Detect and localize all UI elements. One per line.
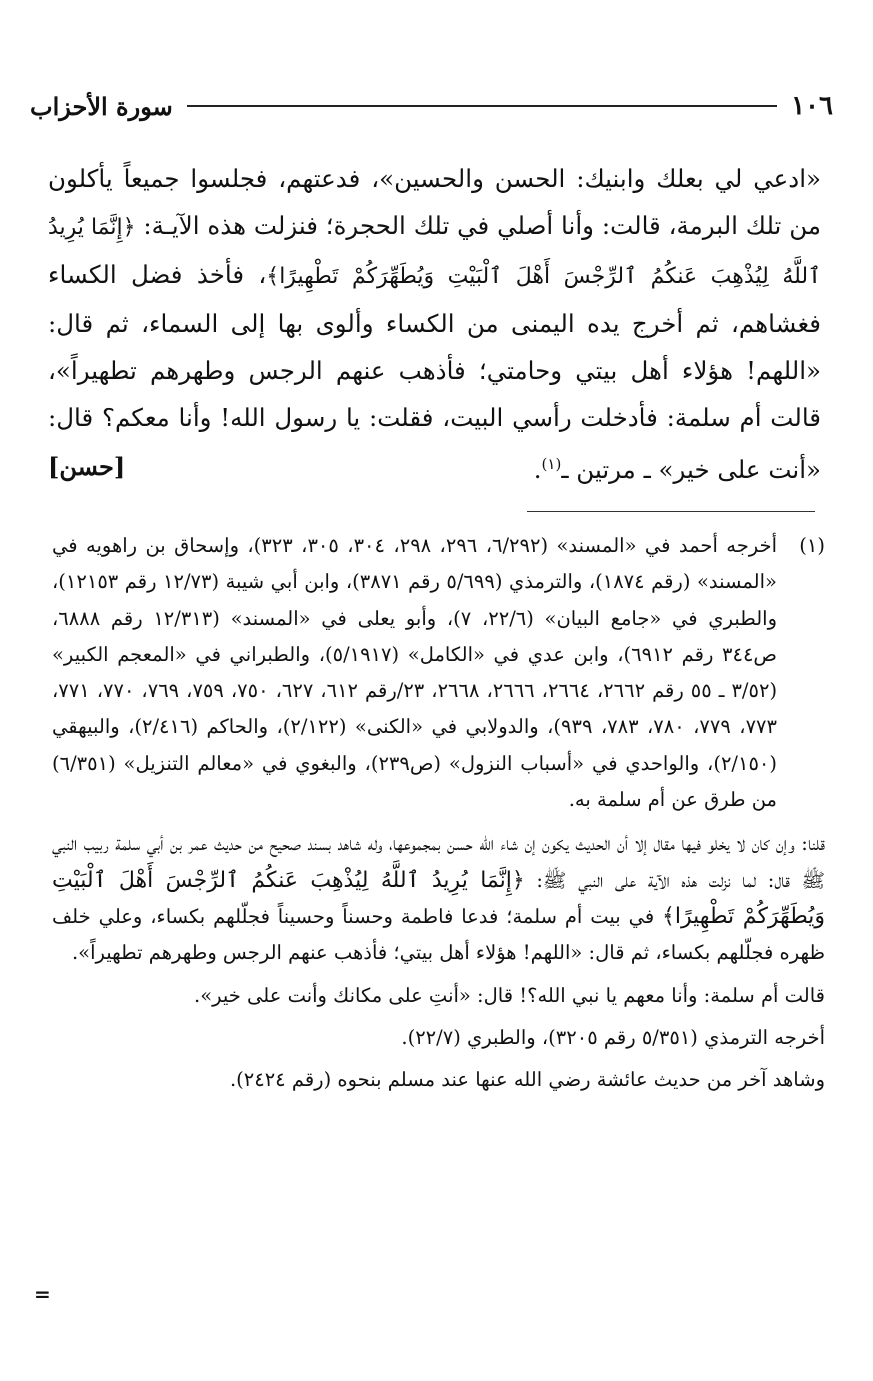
commentary-paragraph	[52, 826, 825, 971]
footnote-1-text: أخرجه أحمد في «المسند» (٦/٢٩٢، ٢٩٦، ٢٩٨، ٣٠٤، ٣٠٥، ٣٢٣)، وإسحاق بن راهويه في «المسند» (رقم ١٨٧٤)، والترمذي (٥/٦٩٩ رقم ٣٨٧١)، وابن أبي شيبة (١٢/٧٣ رقم ١٢١٥٣)، والطبري في «جامع البيان» (٢٢/٦، ٧)، وأبو يعلى في «المسند» (١٢/٣١٣ رقم ٦٨٨٨، ص٣٤٤ رقم ٦٩١٢)، وابن عدي في «الكامل» (٥/١٩١٧)، والطبراني في «المعجم الكبير» (٣/٥٢ ـ ٥٥ رقم ٢٦٦٢، ٢٦٦٤، ٢٦٦٦، ٢٦٦٨، ٢٣/رقم ٦١٢، ٦٢٧، ٧٥٠، ٧٥٩، ٧٦٩، ٧٧٠، ٧٧١، ٧٧٣، ٧٧٩، ٧٨٠، ٧٨٣، ٩٣٩)، والدولابي في «الكنى» (٢/١٢٢)، والحاكم (٢/٤١٦)، والبيهقي (٢/١٥٠)، والواحدي في «أسباب النزول» (ص٢٣٩)، والبغوي في «معالم التنزيل» (٦/٣٥١) من طرق عن أم سلمة به.	[52, 534, 778, 812]
commentary-part1: قلنا: وإن كان لا يخلو فيها مقال إلا أن الحديث يكون إن شاء الله حسن بمجموعها، وله شاهد بسند صحيح من حديث عمر بن أبي سلمة ربيب النبي ﷺ قال: لما نزلت هذه الآية على النبي ﷺ:	[52, 832, 826, 892]
main-text	[48, 155, 821, 493]
commentary-part2: في بيت أم سلمة؛ فدعا فاطمة وحسناً وحسيناً فجلّلهم بكساء، وعلي خلف ظهره فجلّلهم بكساء، ثم قال: «اللهم! هؤلاء أهل بيتي؛ فأذهب عنهم الرجس وطهرهم تطهيراً».	[52, 904, 825, 965]
footnote-marker: (١)	[799, 534, 825, 557]
footnote-1	[52, 528, 825, 818]
footnotes-section	[52, 528, 825, 1098]
main-paragraph: «ادعي لي بعلك وابنيك: الحسن والحسين»، فدعتهم، فجلسوا جميعاً يأكلون من تلك البرمة، قالت: وأنا أصلي في تلك الحجرة؛ فنزلت هذه الآيـة: ﴿إِنَّمَا يُرِيدُ ٱللَّهُ لِيُذْهِبَ عَنكُمُ ٱلرِّجْسَ أَهْلَ ٱلْبَيْتِ وَيُطَهِّرَكُمْ تَطْهِيرًا﴾، فأخذ فضل الكساء فغشاهم، ثم أخرج يده اليمنى من الكساء وألوى بها إلى السماء، ثم قال: «اللهم! هؤلاء أهل بيتي وحامتي؛ فأذهب عنهم الرجس وطهرهم تطهيراً»، قالت أم سلمة: فأدخلت رأسي البيت، فقلت: يا رسول الله! وأنا معكم؟ قال: «أنت على خير» ـ مرتين ـ$^{(١)}$. [حسن]	[48, 155, 821, 493]
main-text-part1: «ادعي لي بعلك وابنيك: الحسن والحسين»، فدعتهم، فجلسوا جميعاً يأكلون من تلك البرمة، قالت: وأنا أصلي في تلك الحجرة؛ فنزلت هذه الآيـة:	[48, 164, 821, 240]
umm-salama-paragraph: قالت أم سلمة: وأنا معهم يا نبي الله؟! قال: «أنتِ على مكانك وأنت على خير».	[194, 983, 825, 1007]
quran-verse: ﴿إِنَّمَا يُرِيدُ ٱللَّهُ لِيُذْهِبَ عَنكُمُ ٱلرِّجْسَ أَهْلَ ٱلْبَيْتِ وَيُطَهِّرَكُمْ تَطْهِيرًا﴾	[48, 215, 821, 289]
footnote-divider	[527, 511, 815, 512]
shahid-paragraph: وشاهد آخر من حديث عائشة رضي الله عنها عند مسلم بنحوه (رقم ٢٤٢٤).	[229, 1068, 825, 1092]
commentary-verse: ﴿إِنَّمَا يُرِيدُ ٱللَّهُ لِيُذْهِبَ عَنكُمُ ٱلرِّجْسَ أَهْلَ ٱلْبَيْتِ وَيُطَهِّرَكُمْ تَطْهِيرًا﴾	[52, 867, 825, 929]
continuation-mark: =	[34, 1282, 51, 1306]
takhrij-paragraph: أخرجه الترمذي (٥/٣٥١ رقم ٣٢٠٥)، والطبري (٢٢/٧).	[401, 1025, 825, 1049]
surah-title: سورة الأحزاب	[30, 91, 173, 121]
hadith-grade: [حسن]	[48, 452, 126, 481]
main-text-part2: ، فأخذ فضل الكساء فغشاهم، ثم أخرج يده اليمنى من الكساء وألوى بها إلى السماء، ثم قال: «اللهم! هؤلاء أهل بيتي وحامتي؛ فأذهب عنهم الرجس وطهرهم تطهيراً»، قالت أم سلمة: فأدخلت رأسي البيت، فقلت: يا رسول الله! وأنا معكم؟ قال: «أنت على خير» ـ مرتين ـ	[48, 260, 821, 485]
page-number: ١٠٦	[791, 91, 833, 121]
header-rule	[187, 105, 777, 107]
footnote-reference[interactable]: (١)	[541, 455, 562, 473]
page-header	[30, 84, 833, 128]
